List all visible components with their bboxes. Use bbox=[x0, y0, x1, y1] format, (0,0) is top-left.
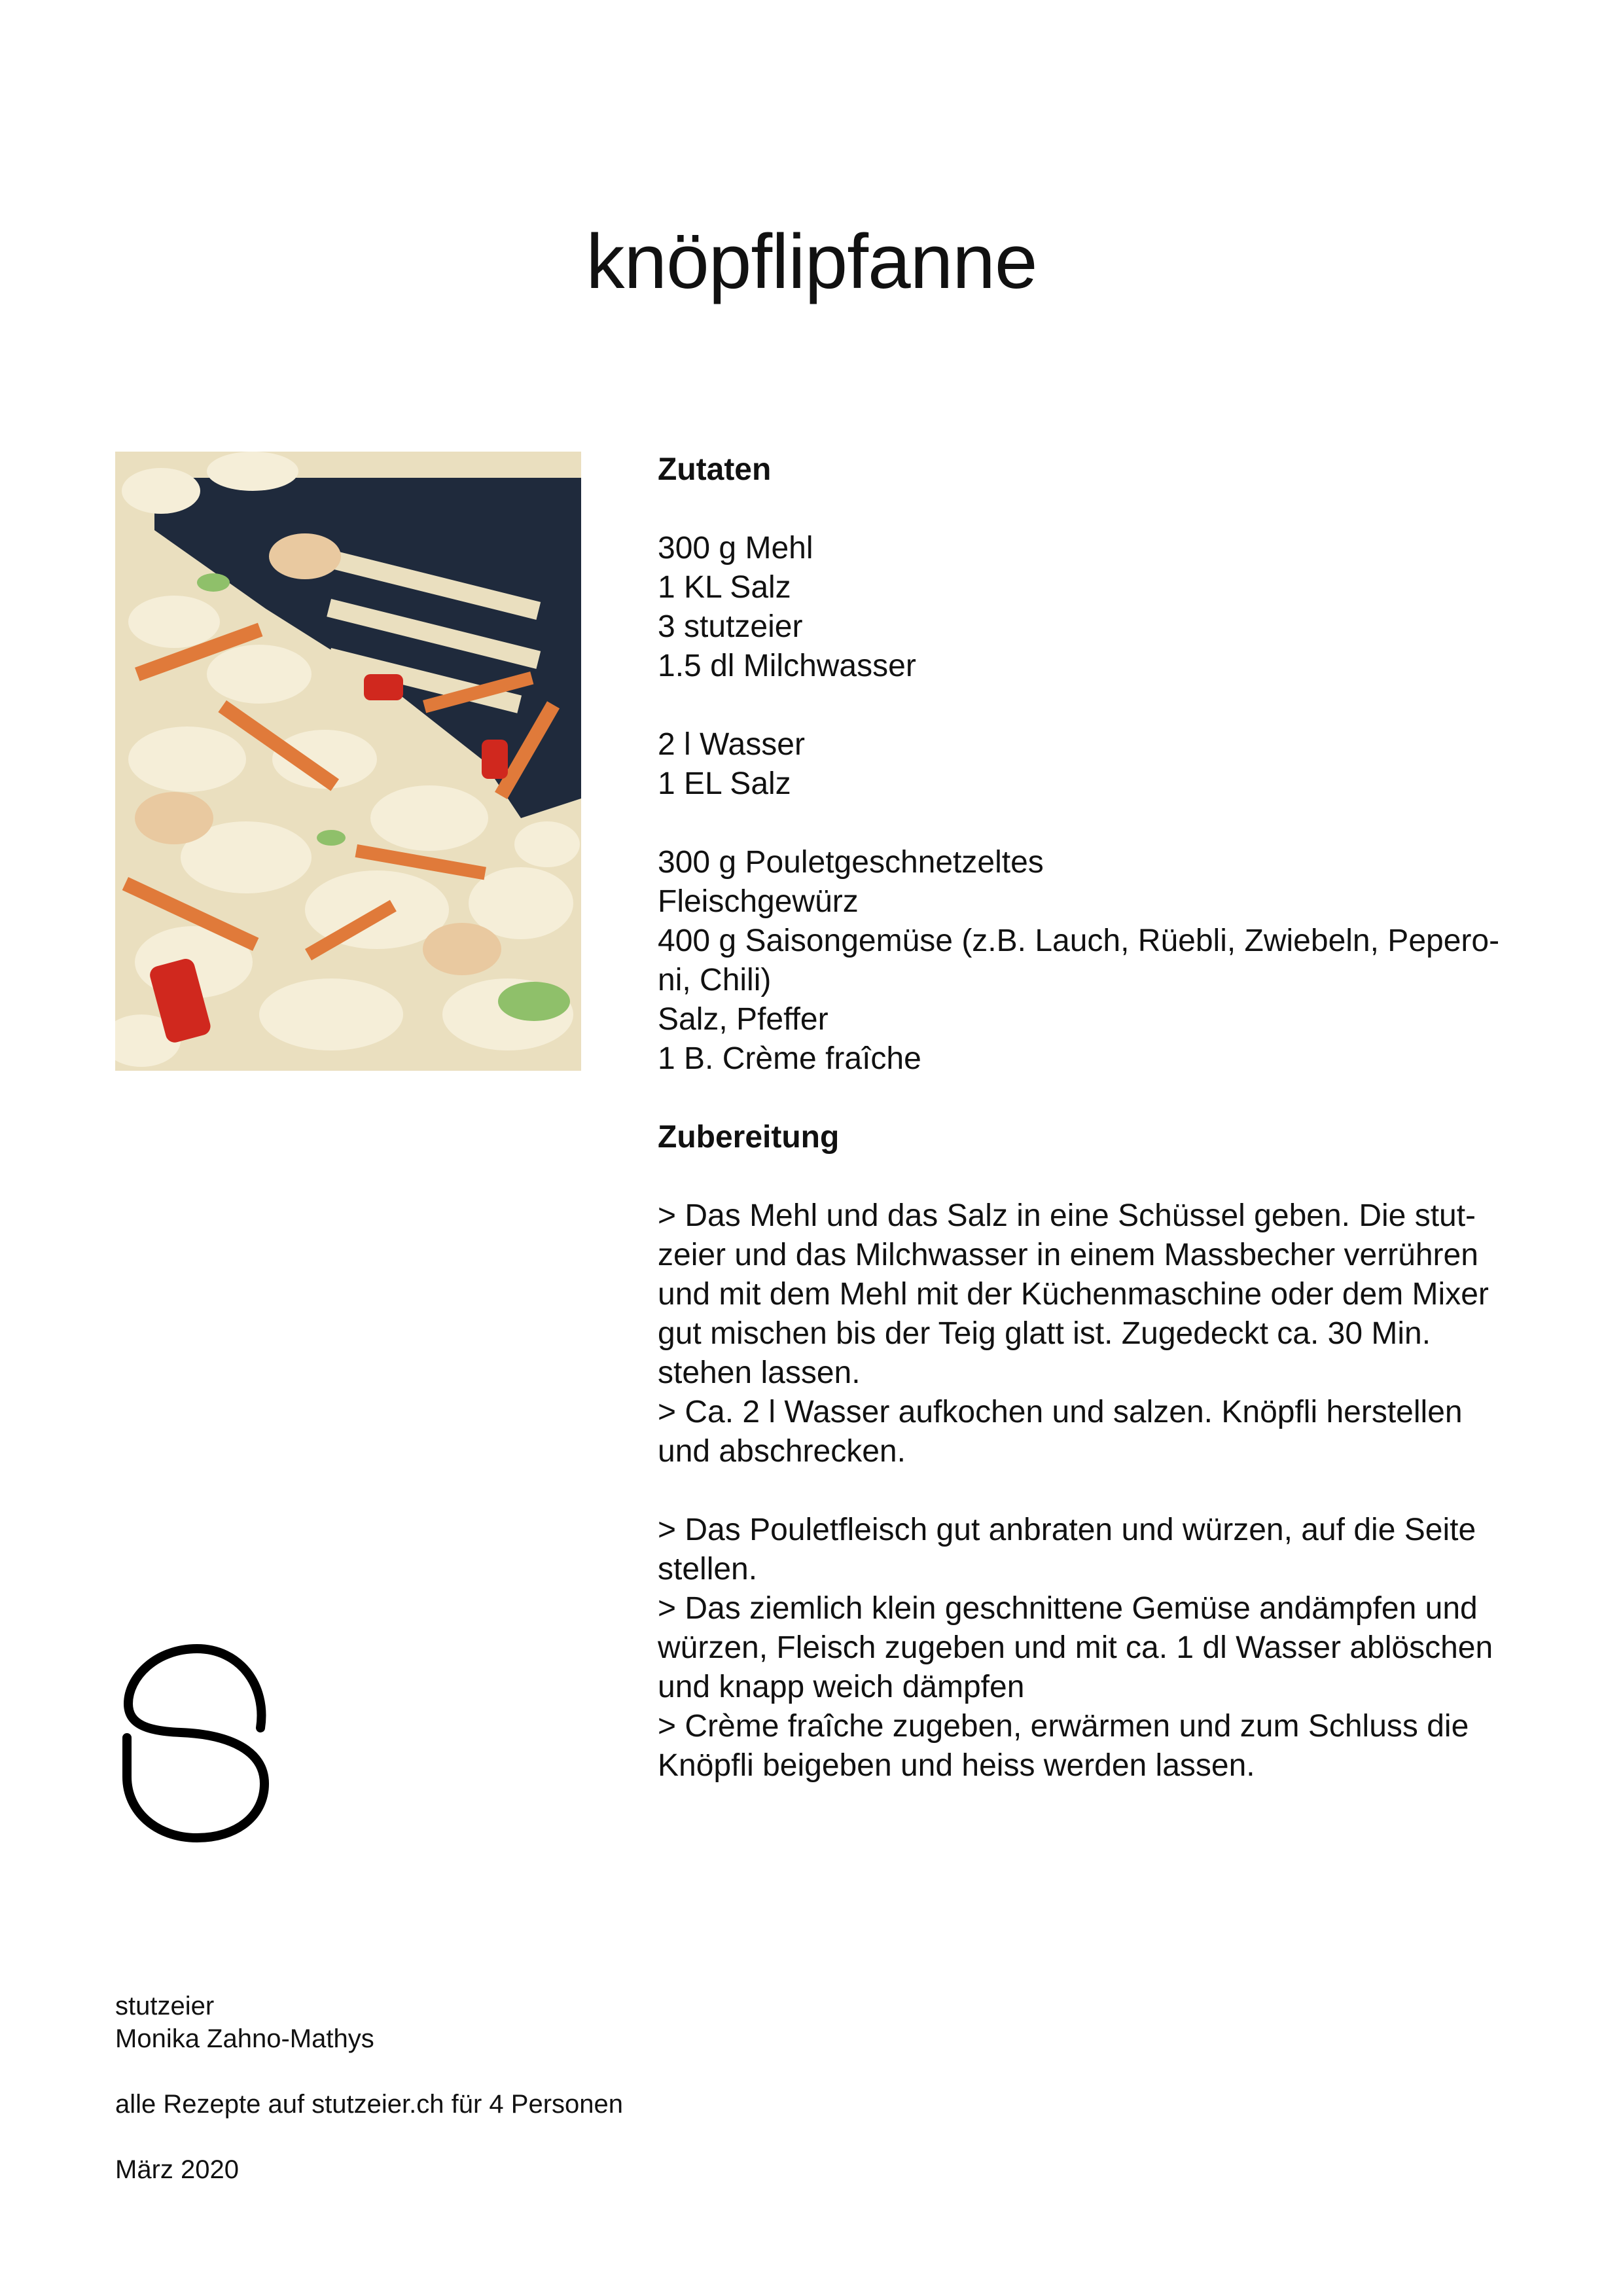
footer bbox=[115, 1990, 623, 2186]
preparation-line: > Das Pouletfleisch gut anbraten und würzen, auf die Seite bbox=[658, 1513, 1476, 1547]
preparation-line: Knöpfli beigeben und heiss werden lassen. bbox=[658, 1748, 1255, 1783]
ingredient-line: 3 stutzeier bbox=[658, 609, 803, 644]
ingredient-line: 1 EL Salz bbox=[658, 766, 791, 801]
footer-note: alle Rezepte auf stutzeier.ch für 4 Personen bbox=[115, 2090, 624, 2119]
stutzeier-logo bbox=[115, 1640, 276, 1846]
ingredients-group-2 bbox=[658, 725, 1528, 804]
preparation-line: > Crème fraîche zugeben, erwärmen und zum Schluss die bbox=[658, 1709, 1469, 1744]
ingredients-group-1 bbox=[658, 529, 1528, 686]
recipe-photo bbox=[115, 452, 581, 1071]
ingredient-line: 300 g Pouletgeschnetzeltes bbox=[658, 845, 1044, 880]
ingredient-line: Salz, Pfeffer bbox=[658, 1002, 829, 1037]
ingredient-line: 1 KL Salz bbox=[658, 570, 791, 605]
footer-date: März 2020 bbox=[115, 2155, 239, 2184]
preparation-line: stehen lassen. bbox=[658, 1355, 861, 1390]
ingredient-line: Fleischgewürz bbox=[658, 884, 859, 919]
preparation-line: zeier und das Milchwasser in einem Massbecher verrühren bbox=[658, 1238, 1478, 1272]
ingredients-group-3 bbox=[658, 843, 1528, 1079]
footer-brand: stutzeier bbox=[115, 1992, 215, 2020]
preparation-line: und abschrecken. bbox=[658, 1434, 906, 1469]
preparation-line: > Ca. 2 l Wasser aufkochen und salzen. Knöpfli herstellen bbox=[658, 1395, 1463, 1429]
ingredient-line: ni, Chili) bbox=[658, 963, 772, 997]
s-logo-icon bbox=[115, 1640, 276, 1846]
preparation-line: > Das ziemlich klein geschnittene Gemüse andämpfen und bbox=[658, 1591, 1478, 1626]
preparation-line: würzen, Fleisch zugeben und mit ca. 1 dl Wasser ablöschen bbox=[658, 1630, 1493, 1665]
preparation-group-2 bbox=[658, 1511, 1528, 1785]
recipe-content bbox=[658, 450, 1528, 1785]
preparation-line: und knapp weich dämpfen bbox=[658, 1670, 1025, 1704]
page-title: knöpflipfanne bbox=[586, 219, 1037, 305]
preparation-heading: Zubereitung bbox=[658, 1120, 840, 1155]
preparation-line: > Das Mehl und das Salz in eine Schüssel geben. Die stut- bbox=[658, 1198, 1476, 1233]
ingredient-line: 300 g Mehl bbox=[658, 531, 813, 565]
food-photo-icon bbox=[115, 452, 581, 1071]
ingredients-heading: Zutaten bbox=[658, 452, 772, 487]
preparation-line: gut mischen bis der Teig glatt ist. Zugedeckt ca. 30 Min. bbox=[658, 1316, 1431, 1351]
ingredient-line: 1 B. Crème fraîche bbox=[658, 1041, 921, 1076]
preparation-line: stellen. bbox=[658, 1552, 758, 1587]
preparation-line: und mit dem Mehl mit der Küchenmaschine oder dem Mixer bbox=[658, 1277, 1489, 1312]
ingredient-line: 2 l Wasser bbox=[658, 727, 805, 762]
ingredient-line: 1.5 dl Milchwasser bbox=[658, 649, 916, 683]
footer-author: Monika Zahno-Mathys bbox=[115, 2024, 374, 2053]
preparation-group-1 bbox=[658, 1196, 1528, 1471]
ingredient-line: 400 g Saisongemüse (z.B. Lauch, Rüebli, Zwiebeln, Pepero- bbox=[658, 924, 1500, 958]
